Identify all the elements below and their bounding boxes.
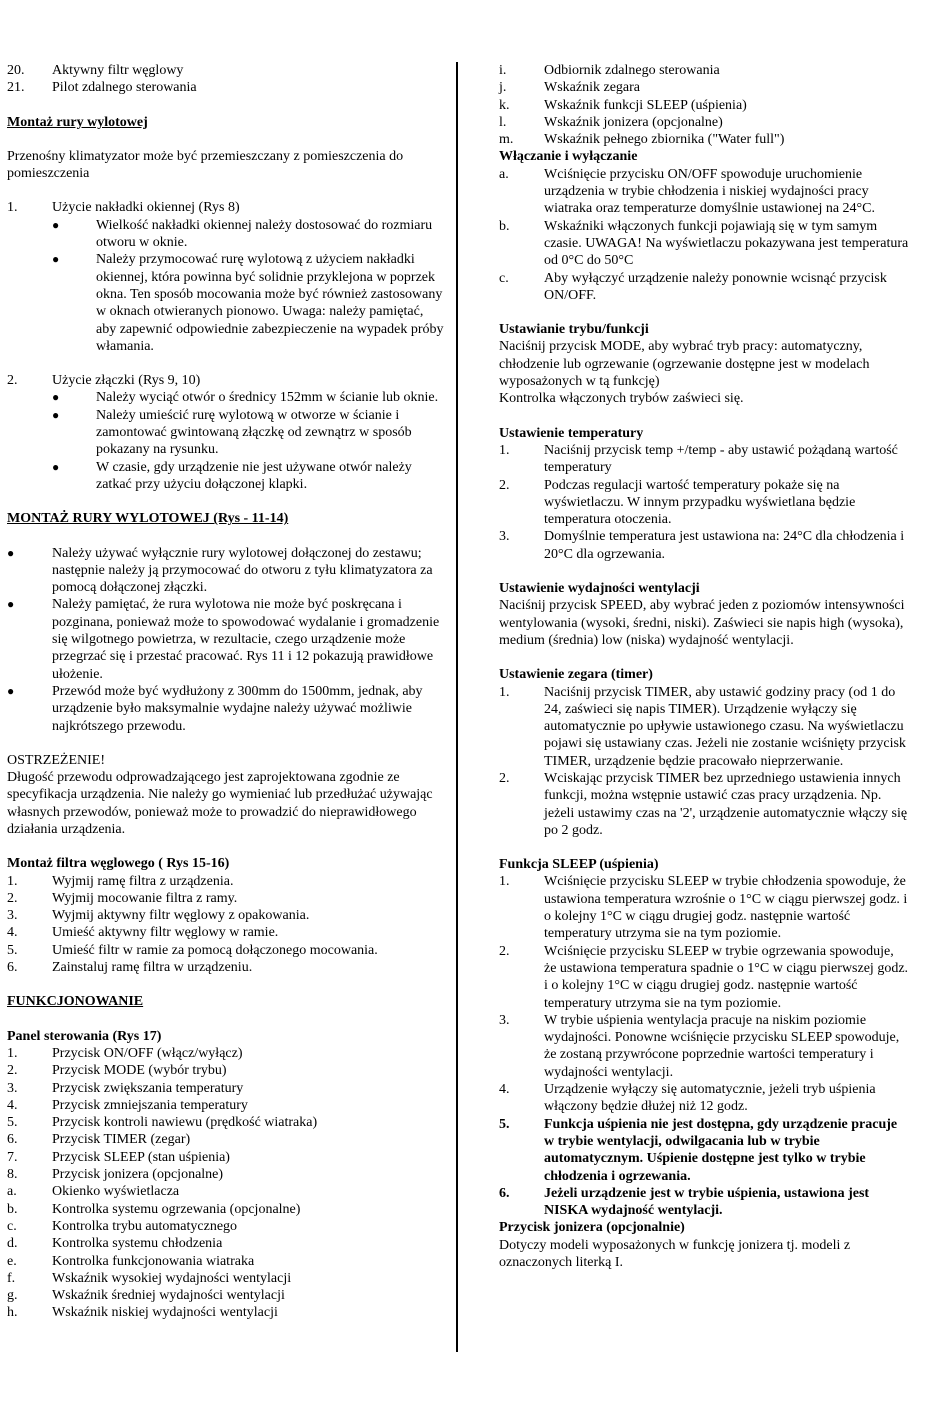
list-text: Przycisk zwiększania temperatury [52, 1080, 244, 1096]
list-number: 2. [499, 770, 510, 786]
bullet-icon: ● [7, 683, 15, 698]
list-item [499, 270, 909, 305]
list-text: Przycisk SLEEP (stan uśpienia) [52, 1149, 230, 1165]
column-divider [456, 62, 458, 1352]
list-number: f. [7, 1270, 16, 1286]
list-number: 4. [499, 1082, 510, 1098]
list-text: Przycisk zmniejszania temperatury [52, 1097, 248, 1113]
list-item [7, 79, 447, 96]
bullet-item [7, 596, 447, 682]
list-item [499, 1012, 909, 1081]
list-item [7, 1183, 447, 1200]
list-item [7, 1080, 447, 1097]
list-text: Wciśnięcie przycisku ON/OFF spowoduje uruchomienie urządzenia w trybie chłodzenia i niskiej wydajności pracy wiatraka oraz temperaturze domyślnie ustawionej na 24°C. [544, 166, 875, 217]
list-item [7, 1097, 447, 1114]
list-number: 5. [499, 1116, 510, 1132]
spacer [7, 493, 447, 510]
list-item [7, 1149, 447, 1166]
bullet-text: Należy używać wyłącznie rury wylotowej dołączonej do zestawu; następnie należy ją przymocować do otworu z tyłu klimatyzatora za pomocą dołączonej złączki. [52, 545, 433, 596]
spacer [7, 97, 447, 114]
bullet-item [7, 251, 447, 355]
list-text: Wciśnięcie przycisku SLEEP w trybie ogrzewania spowoduje, że ustawiona temperatura spadnie o 1°C w ciągu pierwszej godz. i o kolejny 1°C w ciągu drugiej godz. następnie wartość temperatury utrzyma sie na tym poziomie. [544, 943, 909, 1011]
list-text: Kontrolka funkcjonowania wiatraka [52, 1253, 255, 1269]
section-heading: Ustawienie zegara (timer) [499, 667, 653, 683]
list-number: a. [7, 1184, 17, 1200]
list-text: Użycie złączki (Rys 9, 10) [52, 373, 201, 389]
bullet-icon: ● [52, 217, 60, 232]
list-item [499, 943, 909, 1012]
list-text: Przycisk MODE (wybór trybu) [52, 1063, 227, 1079]
list-number: 6. [7, 960, 18, 976]
bullet-icon: ● [52, 390, 60, 405]
list-text: Przycisk TIMER (zegar) [52, 1132, 191, 1148]
list-number: i. [499, 63, 507, 78]
list-item [7, 924, 447, 941]
list-text: Wciskając przycisk TIMER bez uprzedniego ustawienia innych funkcji, można wstępnie ustawić czas pracy urządzenia. Np. jeżeli ustawimy czas na '2', urządzenie automatycznie włączy się po 2 godz. [544, 770, 908, 838]
list-text: Pilot zdalnego sterowania [52, 80, 197, 96]
list-text: Użycie nakładki okiennej (Rys 8) [52, 200, 240, 216]
spacer [499, 304, 909, 321]
bullet-text: Przewód może być wydłużony z 300mm do 1500mm, jednak, aby urządzenie było maksymalnie wydajne należy używać możliwie najkrótszego przewodu. [52, 683, 423, 734]
spacer [499, 408, 909, 425]
list-number: b. [7, 1201, 18, 1217]
list-number: 5. [7, 942, 18, 958]
list-number: 3. [499, 529, 510, 545]
list-number: 8. [7, 1167, 18, 1183]
spacer [7, 838, 447, 855]
list-text: Przycisk kontroli nawiewu (prędkość wiatraka) [52, 1115, 318, 1131]
paragraph: OSTRZEŻENIE! [7, 752, 105, 768]
bullet-text: Należy umieścić rurę wylotową w otworze w ścianie i zamontować gwintowaną złączkę od zewnątrz w sposób pokazany na rysunku. [96, 407, 412, 458]
list-text: Wskaźnik pełnego zbiornika ("Water full") [544, 132, 785, 148]
list-item [499, 873, 909, 942]
list-item [7, 372, 447, 389]
list-text: Naciśnij przycisk TIMER, aby ustawić godziny pracy (od 1 do 24, zaświeci się napis TIMER). Urządzenie wyłączy się automatycznie po upływie ustawionego czasu. Na wyświetlaczu pojawi się ustawiany czas. Jeżeli nie zostanie wciśnięty przycisk TIMER, urządzenie będzie pracowało nieprzerwanie. [544, 684, 906, 769]
list-number: b. [499, 218, 510, 234]
list-item [499, 166, 909, 218]
list-item [499, 62, 909, 79]
list-number: 2. [7, 1063, 18, 1079]
list-item [7, 1235, 447, 1252]
list-item [499, 1081, 909, 1116]
list-number: g. [7, 1288, 18, 1304]
list-text: Umieść filtr w ramie za pomocą dołączonego mocowania. [52, 942, 378, 958]
list-text: Zainstaluj ramę filtra w urządzeniu. [52, 960, 253, 976]
list-number: 5. [7, 1115, 18, 1131]
list-text: Wyjmij ramę filtra z urządzenia. [52, 873, 234, 889]
section-heading: Ustawienie wydajności wentylacji [499, 581, 700, 597]
list-number: 7. [7, 1149, 18, 1165]
spacer [7, 355, 447, 372]
list-number: 1. [499, 684, 510, 700]
bullet-icon: ● [52, 252, 60, 267]
list-number: e. [7, 1253, 17, 1269]
bullet-text: W czasie, gdy urządzenie nie jest używane otwór należy zatkać przy użyciu dołączonej klapki. [96, 459, 412, 492]
list-item [7, 1201, 447, 1218]
list-item [499, 114, 909, 131]
bullet-text: Wielkość nakładki okiennej należy dostosować do rozmiaru otworu w oknie. [96, 217, 433, 251]
list-text: Naciśnij przycisk temp +/temp - aby ustawić pożądaną wartość temperatury [544, 442, 898, 476]
list-number: 3. [499, 1012, 510, 1028]
section-heading: Ustawianie trybu/funkcji [499, 322, 649, 338]
spacer [499, 563, 909, 580]
list-item [499, 79, 909, 96]
list-text: Okienko wyświetlacza [52, 1184, 180, 1200]
spacer [7, 131, 447, 148]
list-text: Kontrolka systemu ogrzewania (opcjonalne) [52, 1201, 301, 1217]
list-item [7, 1253, 447, 1270]
section-heading: Ustawienie temperatury [499, 425, 644, 441]
list-text: Wskaźnik średniej wydajności wentylacji [52, 1288, 285, 1304]
list-item [7, 890, 447, 907]
section-heading: Funkcja SLEEP (uśpienia) [499, 857, 659, 873]
list-number: a. [499, 166, 509, 182]
paragraph: Naciśnij przycisk MODE, aby wybrać tryb pracy: automatyczny, chłodzenie lub ogrzewanie (ogrzewanie dostępne jest w modelach wyposażonych w tą funkcję) [499, 339, 870, 390]
list-number: 1. [7, 1045, 18, 1061]
section-heading: Panel sterowania (Rys 17) [7, 1028, 162, 1044]
list-text: Odbiornik zdalnego sterowania [544, 63, 720, 78]
bullet-item [7, 407, 447, 459]
bullet-icon: ● [52, 407, 60, 422]
list-text: Domyślnie temperatura jest ustawiona na: 24°C dla chłodzenia i 20°C dla ogrzewania. [544, 529, 905, 562]
list-text: Wyjmij aktywny filtr węglowy z opakowania. [52, 908, 310, 924]
list-item [7, 907, 447, 924]
list-item [7, 1131, 447, 1148]
bullet-icon: ● [7, 597, 15, 612]
list-text: Umieść aktywny filtr węglowy w ramie. [52, 925, 279, 941]
list-item [499, 684, 909, 770]
list-item [7, 873, 447, 890]
section-heading: Montaż filtra węglowego ( Rys 15-16) [7, 856, 230, 872]
list-item [7, 1062, 447, 1079]
list-number: 1. [499, 442, 510, 458]
list-item [7, 1304, 447, 1321]
list-number: 2. [499, 943, 510, 959]
list-text: Przycisk ON/OFF (włącz/wyłącz) [52, 1045, 243, 1061]
list-text: Wskaźnik zegara [544, 80, 640, 96]
list-text: W trybie uśpienia wentylacja pracuje na niskim poziomie wydajności. Ponowne wciśnięcie przycisku SLEEP spowoduje, że zostaną przywrócone poprzednie wartości temperatury i wydajności wentylacji. [544, 1012, 900, 1080]
section-heading: FUNKCJONOWANIE [7, 994, 144, 1010]
list-text: Wciśnięcie przycisku SLEEP w trybie chłodzenia spowoduje, że ustawiona temperatura wzrośnie o 1°C w ciągu pierwszej godz. i o kolejny 1°C w ciągu drugiej godz. następnie wartość temperatury utrzyma sie na tym poziomie. [544, 874, 908, 942]
list-number: l. [499, 114, 507, 130]
list-text: Kontrolka systemu chłodzenia [52, 1236, 223, 1252]
list-number: 6. [499, 1185, 510, 1201]
list-text: Wskaźniki włączonych funkcji pojawiają się w tym samym czasie. UWAGA! Na wyświetlaczu pokazywana jest temperatura od 0°C do 50°C [544, 218, 909, 269]
list-number: c. [7, 1218, 17, 1234]
list-item [499, 442, 909, 477]
spacer [7, 528, 447, 545]
list-number: 6. [7, 1132, 18, 1148]
list-number: 4. [7, 925, 18, 941]
list-item [7, 1114, 447, 1131]
bullet-item [7, 459, 447, 494]
list-number: 21. [7, 80, 25, 96]
list-number: 2. [7, 890, 18, 906]
list-number: 1. [7, 873, 18, 889]
list-number: 20. [7, 63, 25, 78]
paragraph: Przenośny klimatyzator może być przemieszczany z pomieszczenia do pomieszczenia [7, 148, 404, 182]
list-item [499, 1185, 909, 1220]
bullet-item [7, 683, 447, 735]
list-item [7, 62, 447, 79]
list-item [499, 1116, 909, 1185]
list-text: Kontrolka trybu automatycznego [52, 1218, 238, 1234]
paragraph: Dotyczy modeli wyposażonych w funkcję jonizera tj. modeli z oznaczonych literką I. [499, 1237, 851, 1270]
list-text: Urządzenie wyłączy się automatycznie, jeżeli tryb uśpienia włączony będzie dłużej niż 12 godz. [544, 1082, 876, 1115]
list-number: 1. [499, 874, 510, 890]
right-column [499, 62, 909, 1271]
list-item [499, 218, 909, 270]
left-column [7, 62, 447, 1322]
list-text: Aktywny filtr węglowy [52, 63, 184, 78]
list-number: 4. [7, 1097, 18, 1113]
list-item [7, 1045, 447, 1062]
list-number: m. [499, 132, 514, 148]
list-text: Przycisk jonizera (opcjonalne) [52, 1167, 224, 1183]
list-item [7, 199, 447, 216]
list-number: 2. [499, 477, 510, 493]
list-item [499, 477, 909, 529]
list-text: Funkcja uśpienia nie jest dostępna, gdy urządzenie pracuje w trybie wentylacji, odwilgacania lub w trybie automatycznym. Uśpienie dostępne jest tylko w trybie chłodzenia i ogrzewania. [544, 1116, 898, 1184]
list-number: 2. [7, 373, 18, 389]
section-heading: Montaż rury wylotowej [7, 114, 148, 130]
list-item [7, 1287, 447, 1304]
spacer [7, 976, 447, 993]
list-number: j. [499, 80, 507, 96]
list-item [499, 97, 909, 114]
list-text: Aby wyłączyć urządzenie należy ponownie wcisnąć przycisk ON/OFF. [544, 270, 887, 303]
section-heading: Przycisk jonizera (opcjonalnie) [499, 1220, 685, 1236]
list-number: k. [499, 97, 510, 113]
list-item [499, 770, 909, 839]
bullet-item [7, 217, 447, 252]
list-item [499, 528, 909, 563]
list-item [499, 131, 909, 148]
list-number: 3. [7, 908, 18, 924]
list-text: Jeżeli urządzenie jest w trybie uśpienia, ustawiona jest NISKA wydajność wentylacji. [544, 1185, 870, 1219]
bullet-item [7, 545, 447, 597]
spacer [7, 1011, 447, 1028]
list-number: h. [7, 1305, 18, 1321]
spacer [7, 735, 447, 752]
spacer [499, 649, 909, 666]
list-item [7, 942, 447, 959]
bullet-text: Należy wyciąć otwór o średnicy 152mm w ścianie lub oknie. [96, 390, 439, 406]
paragraph: Kontrolka włączonych trybów zaświeci się. [499, 391, 744, 407]
list-item [7, 959, 447, 976]
bullet-icon: ● [7, 545, 15, 560]
section-heading: MONTAŻ RURY WYLOTOWEJ (Rys - 11-14) [7, 511, 289, 527]
list-item [7, 1270, 447, 1287]
list-number: 3. [7, 1080, 18, 1096]
list-number: c. [499, 270, 509, 286]
list-text: Wskaźnik jonizera (opcjonalne) [544, 114, 723, 130]
list-text: Podczas regulacji wartość temperatury pokaże się na wyświetlaczu. W innym przypadku wyświetlana będzie temperatura otoczenia. [544, 477, 856, 528]
section-heading: Włączanie i wyłączanie [499, 149, 638, 165]
list-text: Wskaźnik wysokiej wydajności wentylacji [52, 1270, 292, 1286]
paragraph: Naciśnij przycisk SPEED, aby wybrać jeden z poziomów intensywności wentylowania (wysoki, średni, niski). Zaświeci sie napis high (wysoka), medium (średnia) low (niska) wydajność wentylacji. [499, 598, 905, 648]
list-number: 1. [7, 200, 18, 216]
list-text: Wskaźnik funkcji SLEEP (uśpienia) [544, 97, 747, 113]
list-item [7, 1218, 447, 1235]
bullet-text: Należy pamiętać, że rura wylotowa nie może być poskręcana i pozginana, ponieważ może to spowodować wydalanie i gromadzenie się wilgotnego powietrza, w rezultacie, czego urządzenie może przegrzać się i przestać pracować. Rys 11 i 12 pokazują prawidłowe ułożenie. [52, 597, 440, 682]
paragraph: Długość przewodu odprowadzającego jest zaprojektowana zgodnie ze specyfikacja urządzenia. Nie należy go wymieniać lub przedłużać używając własnych przewodów, ponieważ może to prowadzić do nieprawidłowego działania urządzenia. [7, 770, 433, 837]
spacer [7, 182, 447, 199]
list-number: d. [7, 1236, 18, 1252]
spacer [499, 839, 909, 856]
list-item [7, 1166, 447, 1183]
bullet-icon: ● [52, 459, 60, 474]
bullet-item [7, 389, 447, 406]
list-text: Wyjmij mocowanie filtra z ramy. [52, 890, 238, 906]
bullet-text: Należy przymocować rurę wylotową z użyciem nakładki okiennej, która powinna być solidnie przyklejona w poprzek okna. Ten sposób mocowania może być również zastosowany w oknach otwieranych pionowo. Uwaga: należy pamiętać, aby zapewnić odpowiednie zabezpieczenie na wypadek próby włamania. [96, 252, 444, 354]
list-text: Wskaźnik niskiej wydajności wentylacji [52, 1305, 278, 1321]
